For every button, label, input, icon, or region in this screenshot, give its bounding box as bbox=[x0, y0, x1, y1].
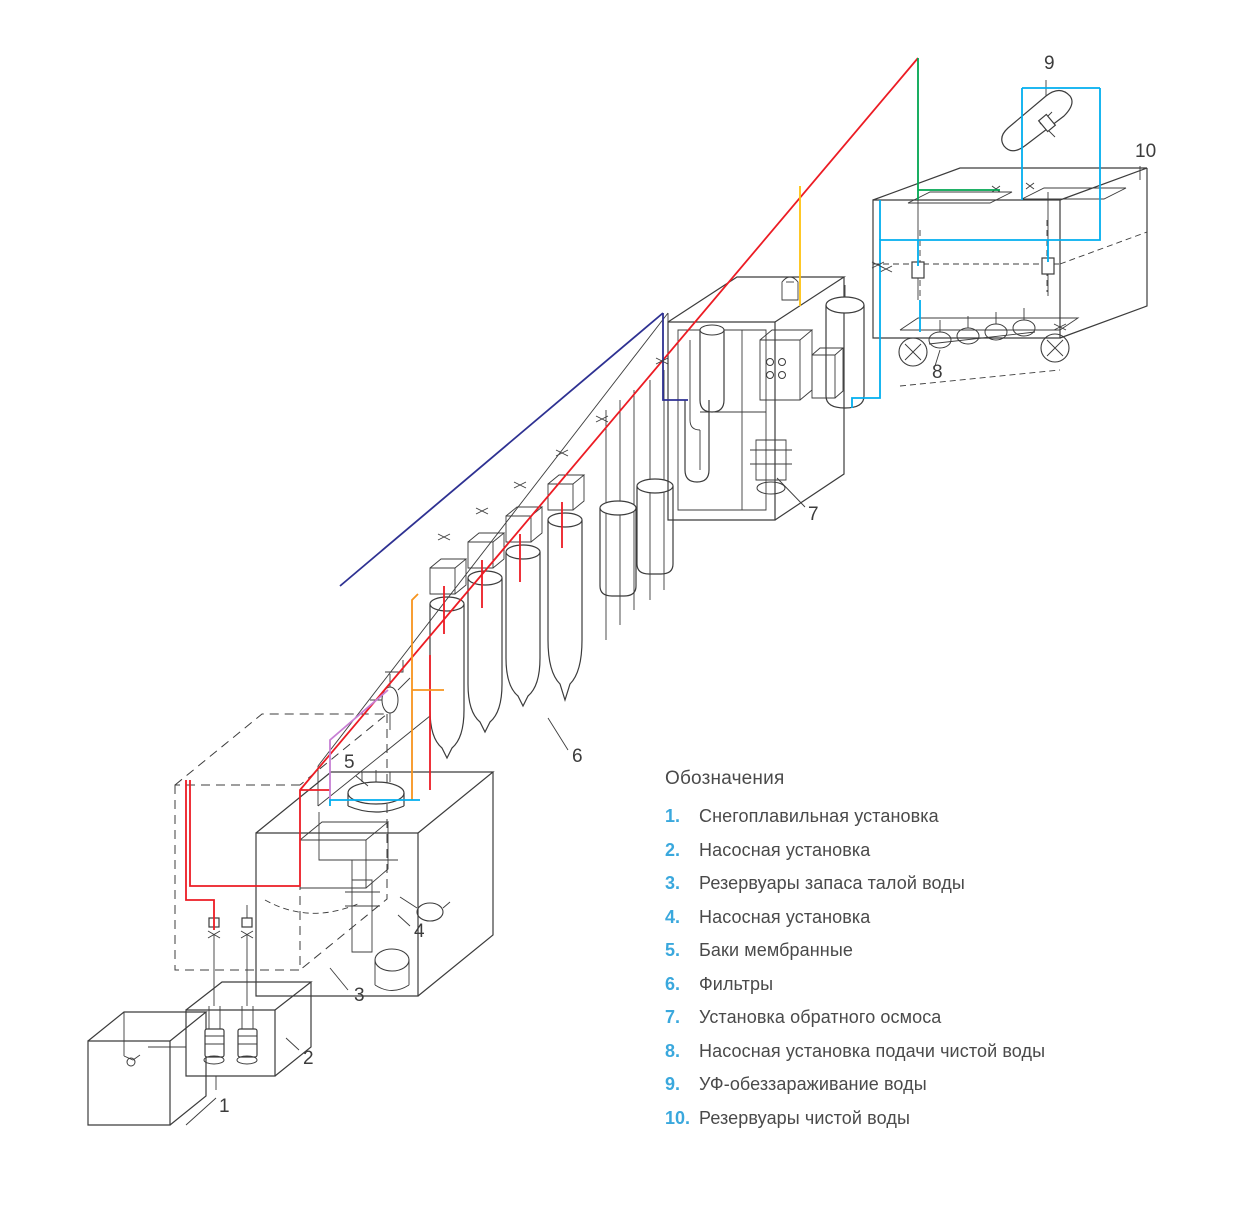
pressure-manifold bbox=[370, 660, 410, 730]
legend-label: Насосная установка bbox=[699, 839, 871, 860]
legend-item-6 bbox=[665, 974, 1205, 995]
callout-8: 8 bbox=[932, 362, 943, 383]
legend-item-2 bbox=[665, 840, 1205, 861]
filter-control-heads bbox=[430, 475, 584, 594]
legend-number: 8. bbox=[665, 1040, 681, 1061]
callout-4: 4 bbox=[414, 921, 425, 942]
legend-item-4 bbox=[665, 907, 1205, 928]
legend-label: Фильтры bbox=[699, 973, 774, 994]
legend-number: 9. bbox=[665, 1074, 681, 1094]
legend-label: Установка обратного осмоса bbox=[699, 1007, 942, 1027]
legend-number: 5. bbox=[665, 940, 681, 960]
legend-label: Баки мембранные bbox=[699, 940, 853, 960]
pump-row bbox=[929, 308, 1035, 348]
legend-number: 4. bbox=[665, 906, 681, 927]
pump-unit-b bbox=[237, 1006, 257, 1064]
legend-item-8 bbox=[665, 1041, 1205, 1062]
legend-item-5 bbox=[665, 940, 1205, 961]
pump-station-2 bbox=[148, 905, 311, 1090]
legend-label: Насосная установка bbox=[699, 906, 871, 927]
legend-title: Обозначения bbox=[665, 768, 785, 789]
legend-item-10 bbox=[665, 1108, 1205, 1129]
legend-label: Резервуары запаса талой воды bbox=[699, 873, 965, 893]
callout-7: 7 bbox=[808, 504, 819, 525]
clean-water-pump-station bbox=[899, 308, 1078, 386]
reverse-osmosis-unit bbox=[668, 277, 844, 520]
legend-list bbox=[665, 806, 1205, 1129]
pump-unit-a bbox=[204, 1006, 224, 1064]
legend-label: Насосная установка подачи чистой воды bbox=[699, 1040, 1046, 1061]
legend-item-1 bbox=[665, 806, 1205, 827]
pump-station-4 bbox=[345, 860, 450, 991]
buffer-tank bbox=[812, 285, 864, 408]
melt-water-reservoirs bbox=[175, 714, 493, 996]
clean-water-reservoirs bbox=[873, 166, 1147, 338]
legend bbox=[665, 768, 1205, 1141]
snow-melting-unit bbox=[88, 1012, 216, 1125]
legend-number: 7. bbox=[665, 1007, 681, 1027]
legend-item-3 bbox=[665, 873, 1205, 894]
callout-1: 1 bbox=[219, 1096, 230, 1117]
legend-item-9 bbox=[665, 1074, 1205, 1095]
callout-3: 3 bbox=[354, 985, 365, 1006]
legend-number: 6. bbox=[665, 973, 681, 994]
legend-number: 3. bbox=[665, 873, 681, 893]
callout-6: 6 bbox=[572, 746, 583, 767]
callout-9: 9 bbox=[1044, 53, 1055, 74]
legend-number: 2. bbox=[665, 839, 681, 860]
callout-10: 10 bbox=[1135, 141, 1157, 162]
legend-label: Резервуары чистой воды bbox=[699, 1107, 910, 1128]
legend-number: 10. bbox=[665, 1107, 691, 1128]
callout-2: 2 bbox=[303, 1048, 314, 1069]
legend-number: 1. bbox=[665, 806, 681, 826]
legend-label: УФ-обеззараживание воды bbox=[699, 1074, 927, 1094]
uv-disinfection bbox=[1002, 80, 1072, 151]
legend-label: Снегоплавильная установка bbox=[699, 806, 939, 826]
callout-5: 5 bbox=[344, 752, 355, 773]
membrane-tanks bbox=[348, 770, 404, 812]
legend-item-7 bbox=[665, 1007, 1205, 1028]
wall-fittings bbox=[438, 262, 884, 540]
